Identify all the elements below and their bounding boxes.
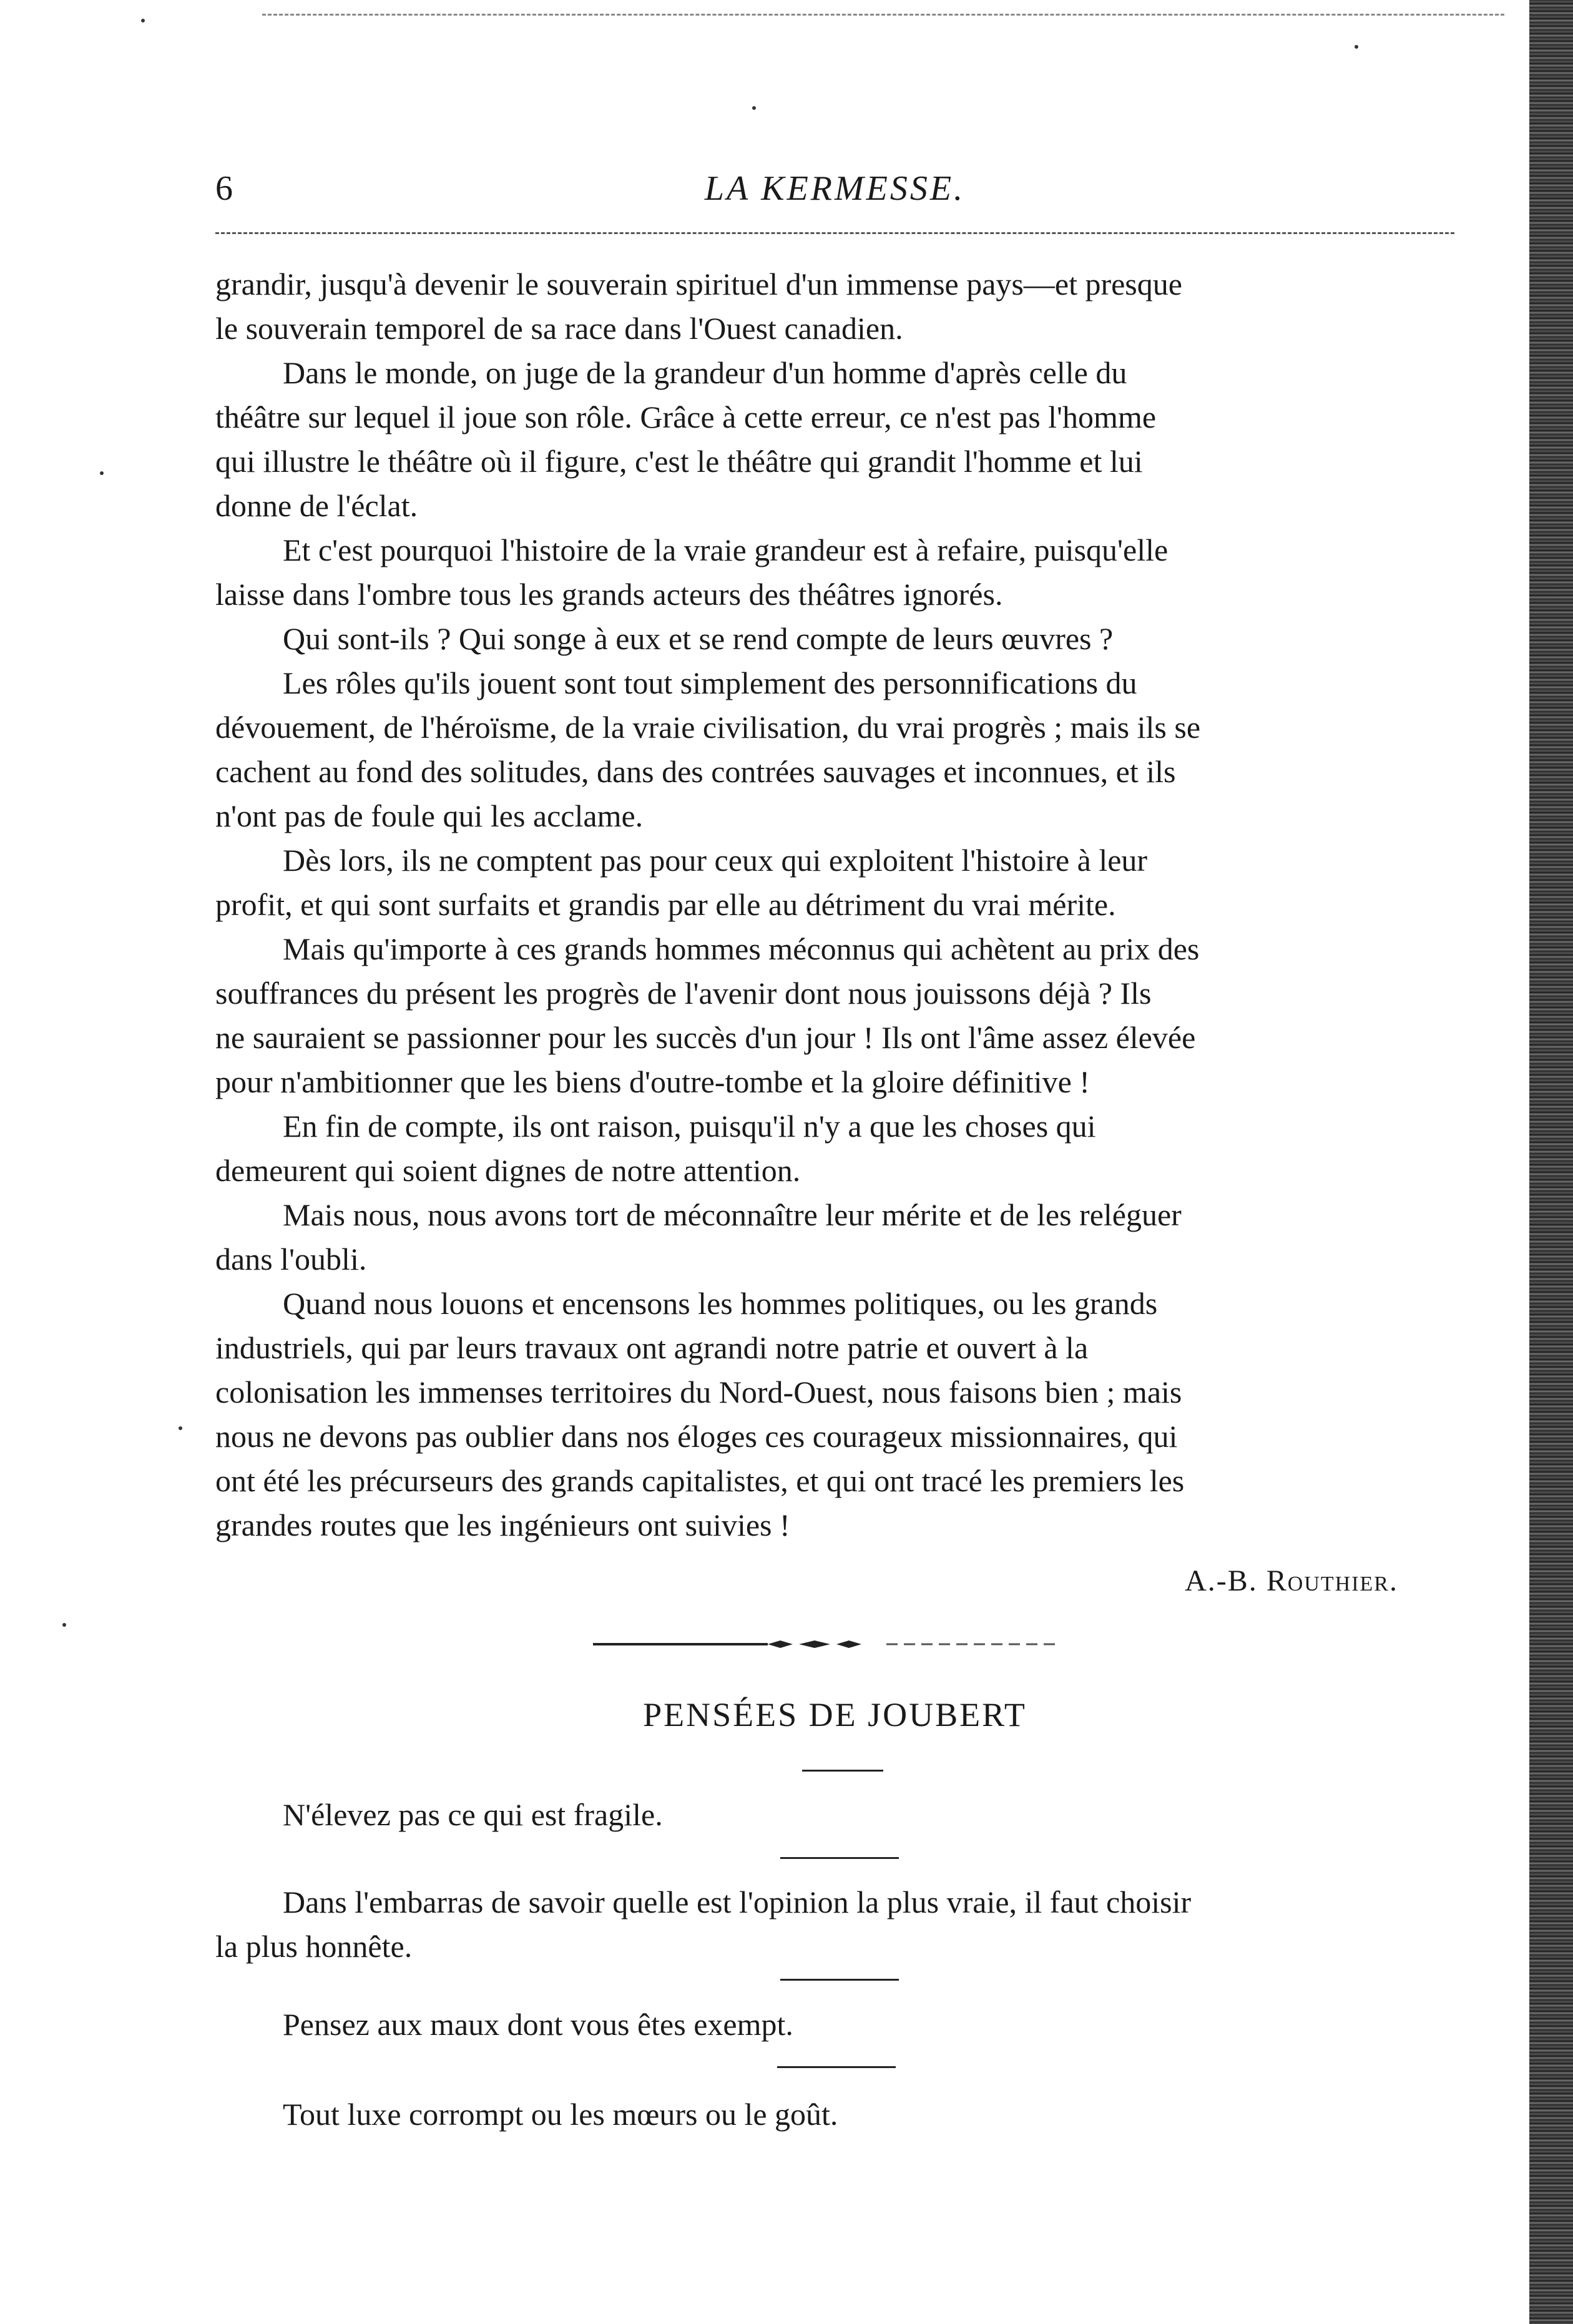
text-line: Les rôles qu'ils jouent sont tout simplement des personnifications du	[283, 665, 1137, 700]
text-line: pour n'ambitionner que les biens d'outre-tombe et la gloire définitive !	[215, 1064, 1090, 1099]
print-speck	[1355, 45, 1358, 49]
section-title: PENSÉES DE JOUBERT	[643, 1696, 1027, 1733]
text-line: En fin de compte, ils ont raison, puisqu'il n'y a que les choses qui	[283, 1109, 1096, 1144]
print-speck	[752, 106, 756, 110]
article-paragraph	[215, 1104, 1454, 1193]
maxim-divider	[780, 1979, 899, 1981]
text-line: Mais qu'importe à ces grands hommes méconnus qui achètent au prix des	[283, 931, 1200, 966]
article-paragraph	[215, 351, 1454, 528]
text-line: dévouement, de l'héroïsme, de la vraie civilisation, du vrai progrès ; mais ils se	[215, 710, 1201, 745]
article-paragraph	[215, 838, 1454, 927]
maxim-divider	[780, 1857, 899, 1859]
text-line: grandir, jusqu'à devenir le souverain spirituel d'un immense pays—et presque	[215, 267, 1182, 302]
text-line: colonisation les immenses territoires du Nord-Ouest, nous faisons bien ; mais	[215, 1375, 1182, 1410]
page-edge-shadow	[1529, 0, 1573, 2324]
text-line: Qui sont-ils ? Qui songe à eux et se rend compte de leurs œuvres ?	[283, 621, 1114, 656]
text-line: Dès lors, ils ne comptent pas pour ceux qui exploitent l'histoire à leur	[283, 843, 1148, 878]
maxim-text: N'élevez pas ce qui est fragile.	[283, 1797, 663, 1832]
text-line: n'ont pas de foule qui les acclame.	[215, 798, 644, 833]
text-line: Quand nous louons et encensons les hommes politiques, ou les grands	[283, 1286, 1158, 1321]
maxim-text: Tout luxe corrompt ou les mœurs ou le goût.	[283, 2097, 838, 2132]
page-header	[215, 169, 1454, 218]
article-paragraph	[215, 661, 1454, 838]
text-line: le souverain temporel de sa race dans l'Ouest canadien.	[215, 311, 903, 346]
header-rule	[215, 232, 1454, 234]
text-line: profit, et qui sont surfaits et grandis par elle au détriment du vrai mérite.	[215, 887, 1116, 922]
maxim-4	[215, 2092, 1454, 2137]
author-signature: A.-B. Routhier.	[1185, 1564, 1398, 1597]
text-line: ont été les précurseurs des grands capitalistes, et qui ont tracé les premiers les	[215, 1463, 1185, 1498]
text-line: théâtre sur lequel il joue son rôle. Grâce à cette erreur, ce n'est pas l'homme	[215, 400, 1157, 434]
section-ornament	[593, 1638, 1055, 1650]
text-line: cachent au fond des solitudes, dans des contrées sauvages et inconnues, et ils	[215, 754, 1176, 789]
text-line: nous ne devons pas oublier dans nos éloges ces courageux missionnaires, qui	[215, 1419, 1178, 1454]
text-line: donne de l'éclat.	[215, 488, 418, 523]
article-paragraph	[215, 528, 1454, 617]
page-number: 6	[215, 169, 233, 208]
article-paragraph	[215, 927, 1454, 1104]
article-paragraph	[215, 262, 1454, 351]
text-line: Mais nous, nous avons tort de méconnaître leur mérite et de les reléguer	[283, 1197, 1182, 1232]
maxim-text: Dans l'embarras de savoir quelle est l'opinion la plus vraie, il faut choisir la plus honnête.	[215, 1885, 1192, 1964]
text-line: dans l'oubli.	[215, 1242, 367, 1277]
running-title: LA KERMESSE.	[704, 169, 966, 208]
text-line: Dans le monde, on juge de la grandeur d'un homme d'après celle du	[283, 355, 1127, 390]
text-line: grandes routes que les ingénieurs ont suivies !	[215, 1508, 790, 1542]
print-speck	[100, 471, 104, 475]
text-line: qui illustre le théâtre où il figure, c'est le théâtre qui grandit l'homme et lui	[215, 444, 1143, 479]
maxim-text: Pensez aux maux dont vous êtes exempt.	[283, 2007, 793, 2042]
maxim-2	[215, 1880, 1454, 1969]
text-line: Et c'est pourquoi l'histoire de la vraie grandeur est à refaire, puisqu'elle	[283, 532, 1169, 567]
text-line: industriels, qui par leurs travaux ont agrandi notre patrie et ouvert à la	[215, 1330, 1089, 1365]
top-border-rule	[262, 14, 1504, 16]
maxim-divider	[777, 2066, 896, 2068]
text-line: demeurent qui soient dignes de notre attention.	[215, 1153, 801, 1188]
title-rule	[802, 1770, 883, 1772]
article-paragraph	[215, 617, 1454, 661]
print-speck	[141, 19, 145, 22]
print-speck	[179, 1426, 182, 1430]
article-body	[215, 262, 1454, 1547]
article-paragraph	[215, 1282, 1454, 1547]
text-line: ne sauraient se passionner pour les succès d'un jour ! Ils ont l'âme assez élevée	[215, 1020, 1196, 1055]
maxim-3	[215, 2003, 1454, 2047]
article-paragraph	[215, 1193, 1454, 1282]
text-line: laisse dans l'ombre tous les grands acteurs des théâtres ignorés.	[215, 577, 1003, 612]
print-speck	[62, 1623, 66, 1627]
text-line: souffrances du présent les progrès de l'avenir dont nous jouissons déjà ? Ils	[215, 976, 1152, 1011]
maxim-1	[215, 1793, 1454, 1837]
